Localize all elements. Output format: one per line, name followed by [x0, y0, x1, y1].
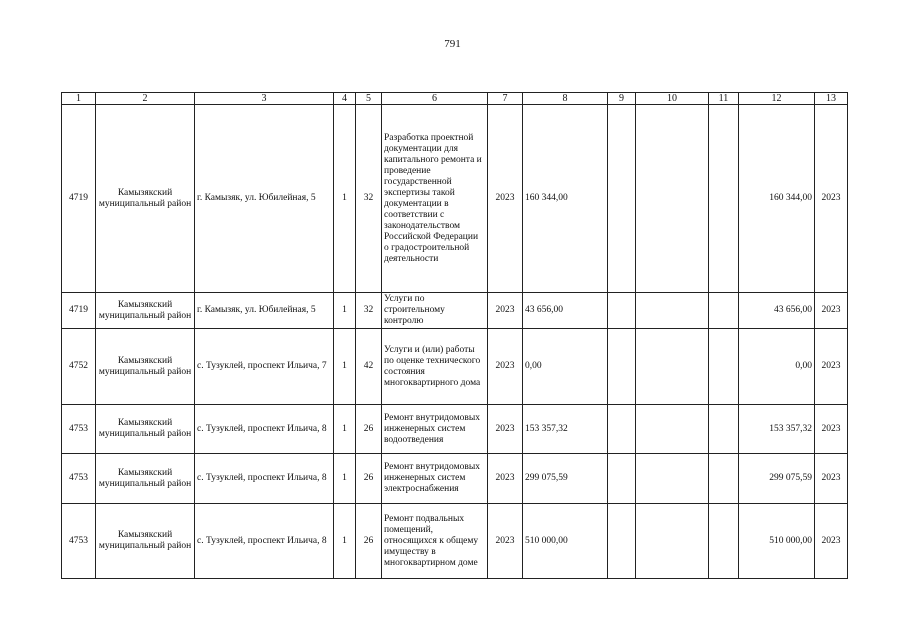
- municipality: Камызякский муниципальный район: [96, 105, 195, 293]
- col-5-value: 26: [356, 405, 382, 454]
- col-10-value: [636, 504, 709, 579]
- col-9-value: [608, 105, 636, 293]
- completion-year: 2023: [815, 105, 848, 293]
- col-10-value: [636, 454, 709, 504]
- col-4-value: 1: [334, 454, 356, 504]
- work-description: Ремонт подвальных помещений, относящихся к общему имуществу в многоквартирном доме: [382, 504, 488, 579]
- amount: 160 344,00: [523, 105, 608, 293]
- amount: 510 000,00: [523, 504, 608, 579]
- column-header: 12: [739, 93, 815, 105]
- total-amount: 43 656,00: [739, 293, 815, 329]
- amount: 0,00: [523, 329, 608, 405]
- col-4-value: 1: [334, 504, 356, 579]
- address: г. Камызяк, ул. Юбилейная, 5: [195, 105, 334, 293]
- col-5-value: 26: [356, 504, 382, 579]
- col-10-value: [636, 405, 709, 454]
- col-9-value: [608, 405, 636, 454]
- col-9-value: [608, 504, 636, 579]
- col-10-value: [636, 329, 709, 405]
- address: с. Тузуклей, проспект Ильича, 8: [195, 504, 334, 579]
- col-4-value: 1: [334, 105, 356, 293]
- completion-year: 2023: [815, 293, 848, 329]
- col-5-value: 42: [356, 329, 382, 405]
- col-11-value: [709, 405, 739, 454]
- amount: 299 075,59: [523, 454, 608, 504]
- col-5-value: 32: [356, 293, 382, 329]
- col-11-value: [709, 293, 739, 329]
- column-header: 2: [96, 93, 195, 105]
- object-id: 4753: [62, 454, 96, 504]
- address: с. Тузуклей, проспект Ильича, 8: [195, 405, 334, 454]
- column-header: 4: [334, 93, 356, 105]
- col-11-value: [709, 454, 739, 504]
- col-4-value: 1: [334, 405, 356, 454]
- table-row: [62, 105, 848, 293]
- municipality: Камызякский муниципальный район: [96, 405, 195, 454]
- table-row: [62, 293, 848, 329]
- work-description: Услуги по строительному контролю: [382, 293, 488, 329]
- col-9-value: [608, 454, 636, 504]
- col-11-value: [709, 329, 739, 405]
- municipality: Камызякский муниципальный район: [96, 454, 195, 504]
- column-header: 10: [636, 93, 709, 105]
- object-id: 4719: [62, 105, 96, 293]
- year: 2023: [488, 454, 523, 504]
- col-11-value: [709, 105, 739, 293]
- object-id: 4753: [62, 504, 96, 579]
- work-description: Услуги и (или) работы по оценке технического состояния многоквартирного дома: [382, 329, 488, 405]
- completion-year: 2023: [815, 504, 848, 579]
- year: 2023: [488, 504, 523, 579]
- work-description: Ремонт внутридомовых инженерных систем водоотведения: [382, 405, 488, 454]
- capital-repair-table: [61, 92, 848, 579]
- total-amount: 299 075,59: [739, 454, 815, 504]
- work-description: Разработка проектной документации для капитального ремонта и проведение государственной экспертизы такой документации в соответствии с законодательством Российской Федерации о градостроительной деятельности: [382, 105, 488, 293]
- total-amount: 153 357,32: [739, 405, 815, 454]
- year: 2023: [488, 405, 523, 454]
- col-10-value: [636, 105, 709, 293]
- completion-year: 2023: [815, 405, 848, 454]
- object-id: 4719: [62, 293, 96, 329]
- column-number-row: [62, 93, 848, 105]
- col-4-value: 1: [334, 329, 356, 405]
- table-row: [62, 405, 848, 454]
- completion-year: 2023: [815, 329, 848, 405]
- total-amount: 160 344,00: [739, 105, 815, 293]
- total-amount: 0,00: [739, 329, 815, 405]
- year: 2023: [488, 329, 523, 405]
- col-9-value: [608, 293, 636, 329]
- page-number: 791: [444, 38, 461, 50]
- col-5-value: 26: [356, 454, 382, 504]
- col-11-value: [709, 504, 739, 579]
- amount: 43 656,00: [523, 293, 608, 329]
- year: 2023: [488, 105, 523, 293]
- object-id: 4752: [62, 329, 96, 405]
- year: 2023: [488, 293, 523, 329]
- table-row: [62, 454, 848, 504]
- municipality: Камызякский муниципальный район: [96, 329, 195, 405]
- municipality: Камызякский муниципальный район: [96, 293, 195, 329]
- table-row: [62, 504, 848, 579]
- col-4-value: 1: [334, 293, 356, 329]
- object-id: 4753: [62, 405, 96, 454]
- column-header: 8: [523, 93, 608, 105]
- column-header: 1: [62, 93, 96, 105]
- col-5-value: 32: [356, 105, 382, 293]
- total-amount: 510 000,00: [739, 504, 815, 579]
- column-header: 5: [356, 93, 382, 105]
- column-header: 6: [382, 93, 488, 105]
- amount: 153 357,32: [523, 405, 608, 454]
- table-row: [62, 329, 848, 405]
- column-header: 13: [815, 93, 848, 105]
- completion-year: 2023: [815, 454, 848, 504]
- address: с. Тузуклей, проспект Ильича, 7: [195, 329, 334, 405]
- municipality: Камызякский муниципальный район: [96, 504, 195, 579]
- work-description: Ремонт внутридомовых инженерных систем электроснабжения: [382, 454, 488, 504]
- column-header: 7: [488, 93, 523, 105]
- address: с. Тузуклей, проспект Ильича, 8: [195, 454, 334, 504]
- column-header: 11: [709, 93, 739, 105]
- column-header: 9: [608, 93, 636, 105]
- column-header: 3: [195, 93, 334, 105]
- col-9-value: [608, 329, 636, 405]
- col-10-value: [636, 293, 709, 329]
- address: г. Камызяк, ул. Юбилейная, 5: [195, 293, 334, 329]
